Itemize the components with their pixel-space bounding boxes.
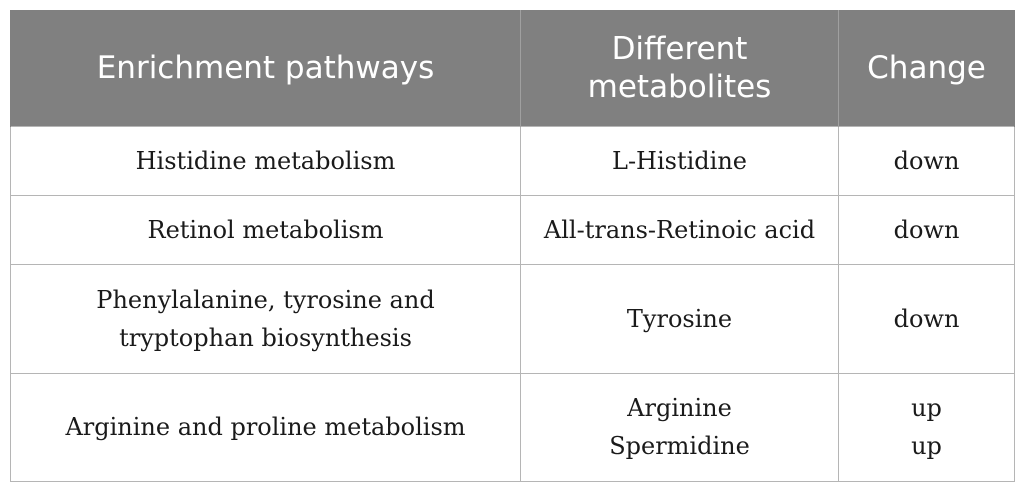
change-text-1: up <box>911 394 942 422</box>
pathway-text-line2: tryptophan biosynthesis <box>119 323 412 352</box>
table-row <box>11 373 1015 481</box>
pathway-text: Retinol metabolism <box>147 215 384 244</box>
pathway-cell <box>11 264 521 373</box>
table-header <box>11 10 1015 126</box>
pathway-text: Histidine metabolism <box>135 146 396 175</box>
pathway-cell <box>11 126 521 195</box>
header-change <box>839 10 1015 126</box>
table-row <box>11 264 1015 373</box>
metabolite-text-1: Arginine <box>627 394 732 422</box>
header-row <box>11 10 1015 126</box>
change-cell <box>839 264 1015 373</box>
metabolites-cell <box>521 126 839 195</box>
header-different-metabolites-line1: Different <box>611 30 748 67</box>
table-row <box>11 195 1015 264</box>
header-change-label: Change <box>867 49 986 86</box>
table-row <box>11 126 1015 195</box>
header-enrichment-pathways <box>11 10 521 126</box>
change-cell <box>839 373 1015 481</box>
pathway-text: Arginine and proline metabolism <box>65 413 466 441</box>
header-enrichment-pathways-label: Enrichment pathways <box>96 49 435 86</box>
table-body <box>11 126 1015 481</box>
header-different-metabolites-line2: metabolites <box>587 68 772 105</box>
pathway-cell <box>11 373 521 481</box>
change-text-2: up <box>911 432 942 460</box>
metabolite-text: Tyrosine <box>626 304 733 333</box>
pathway-text-line1: Phenylalanine, tyrosine and <box>96 285 435 314</box>
metabolites-cell <box>521 195 839 264</box>
change-text: down <box>893 146 960 175</box>
metabolites-cell <box>521 264 839 373</box>
metabolite-text: All-trans-Retinoic acid <box>543 215 816 244</box>
pathway-cell <box>11 195 521 264</box>
change-text: down <box>893 215 960 244</box>
change-cell <box>839 195 1015 264</box>
metabolite-pathway-table <box>10 10 1015 482</box>
change-text: down <box>893 304 960 333</box>
metabolites-cell <box>521 373 839 481</box>
metabolite-table-container <box>10 10 1014 482</box>
header-different-metabolites <box>521 10 839 126</box>
change-cell <box>839 126 1015 195</box>
metabolite-text-2: Spermidine <box>609 432 750 460</box>
metabolite-text: L-Histidine <box>612 146 747 175</box>
